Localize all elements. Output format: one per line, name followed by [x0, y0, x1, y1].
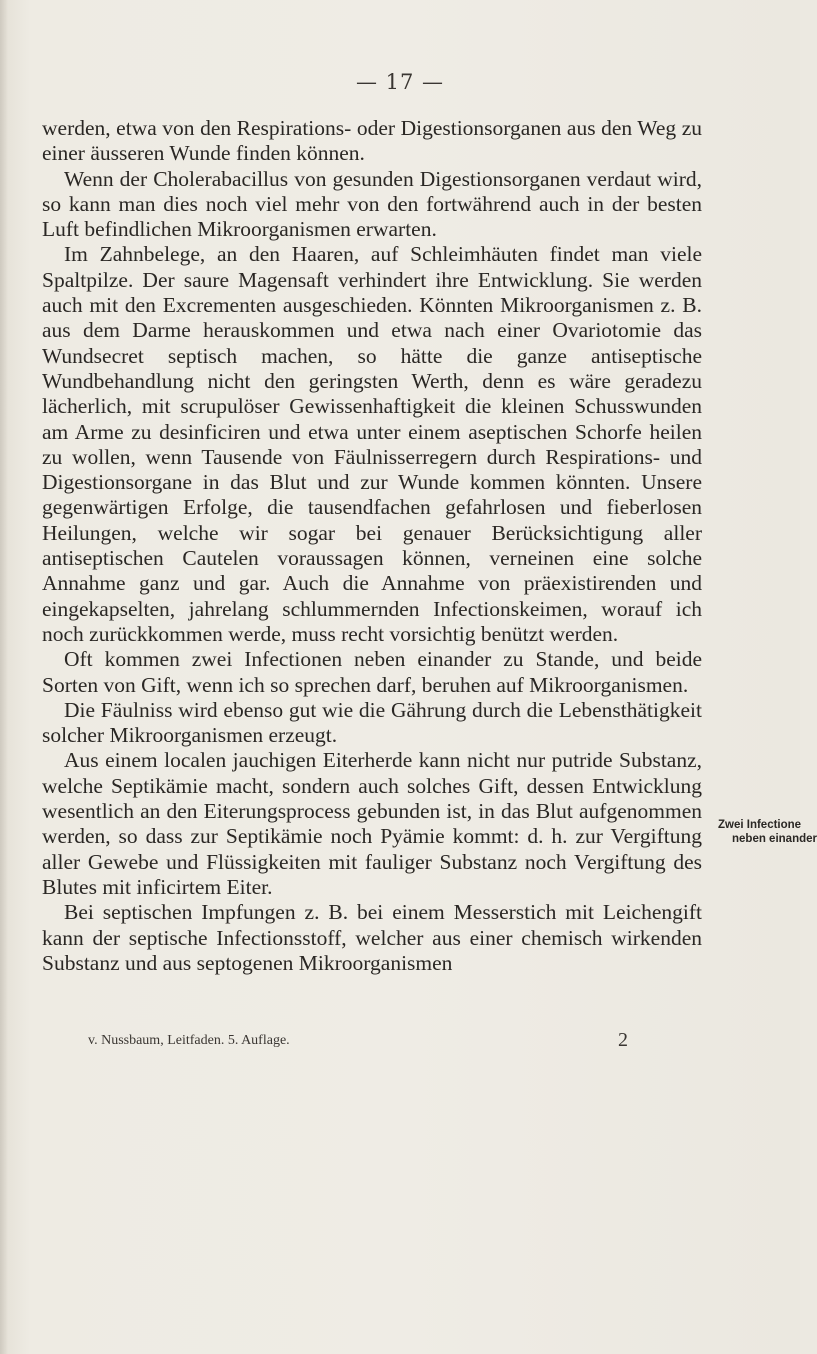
paragraph-4: Oft kommen zwei Infectionen neben einander zu Stande, und beide Sorten von Gift, wenn ich so sprechen darf, beruhen auf Mikroorganismen.	[42, 647, 702, 697]
margin-note-line-2: neben einander	[732, 833, 817, 845]
paragraph-7: Bei septischen Impfungen z. B. bei einem Messerstich mit Leichengift kann der septische Infectionsstoff, welcher aus einer chemisch wirkenden Substanz und aus septogenen Mikroorganismen	[42, 900, 702, 975]
page-number: — 17 —	[355, 70, 445, 94]
paragraph-1: werden, etwa von den Respirations- oder Digestionsorganen aus den Weg zu einer äusseren Wunde finden können.	[42, 116, 702, 166]
signature-mark: 2	[618, 1029, 628, 1051]
page-footer	[88, 1029, 628, 1051]
margin-note	[718, 818, 817, 846]
margin-note-line-1: Zwei Infectione	[718, 819, 802, 831]
footer-imprint: v. Nussbaum, Leitfaden. 5. Auflage.	[88, 1033, 290, 1048]
page-gutter-shadow	[0, 0, 8, 1354]
paragraph-2: Wenn der Cholerabacillus von gesunden Digestionsorganen verdaut wird, so kann man dies noch viel mehr von den fortwährend auch in der besten Luft befindlichen Mikroorganismen erwarten.	[42, 166, 702, 242]
paragraph-3: Im Zahnbelege, an den Haaren, auf Schleimhäuten findet man viele Spaltpilze. Der saure Magensaft verhindert ihre Entwicklung. Sie werden auch mit den Excrementen ausgeschieden. Könnten Mikroorganismen z. B. aus dem Darme herauskommen und etwa nach einer Ovariotomie das Wundsecret septisch machen, so hätte die ganze antiseptische Wundbehandlung nicht den geringsten Werth, denn es wäre geradezu lächerlich, mit scrupulöser Gewissenhaftigkeit die kleinen Schusswunden am Arme zu desinficiren und etwa unter einem aseptischen Schorfe heilen zu wollen, wenn Tausende von Fäulnisserregern durch Respirations- und Digestionsorgane in das Blut und zur Wunde kommen könnten. Unsere gegenwärtigen Erfolge, die tausendfachen gefahrlosen und fieberlosen Heilungen, welche wir sogar bei genauer Berücksichtigung aller antiseptischen Cautelen voraussagen können, verneinen eine solche Annahme ganz und gar. Auch die Annahme von präexistirenden und eingekapselten, jahrelang schlummernden Infectionskeimen, worauf ich noch zurückkommen werde, muss recht vorsichtig benützt werden.	[42, 242, 702, 646]
paragraph-5: Die Fäulniss wird ebenso gut wie die Gährung durch die Lebensthätigkeit solcher Mikroorganismen erzeugt.	[42, 697, 702, 748]
body-text	[42, 116, 702, 976]
paragraph-6: Aus einem localen jauchigen Eiterherde kann nicht nur putride Substanz, welche Septikämie macht, sondern auch solches Gift, dessen Entwicklung wesentlich an den Eiterungsprocess gebunden ist, in das Blut aufgenommen werden, so dass zur Septikämie noch Pyämie kommt: d. h. zur Vergiftung aller Gewebe und Flüssigkeiten mit fauliger Substanz noch Vergiftung des Blutes mit inficirtem Eiter.	[42, 748, 702, 899]
